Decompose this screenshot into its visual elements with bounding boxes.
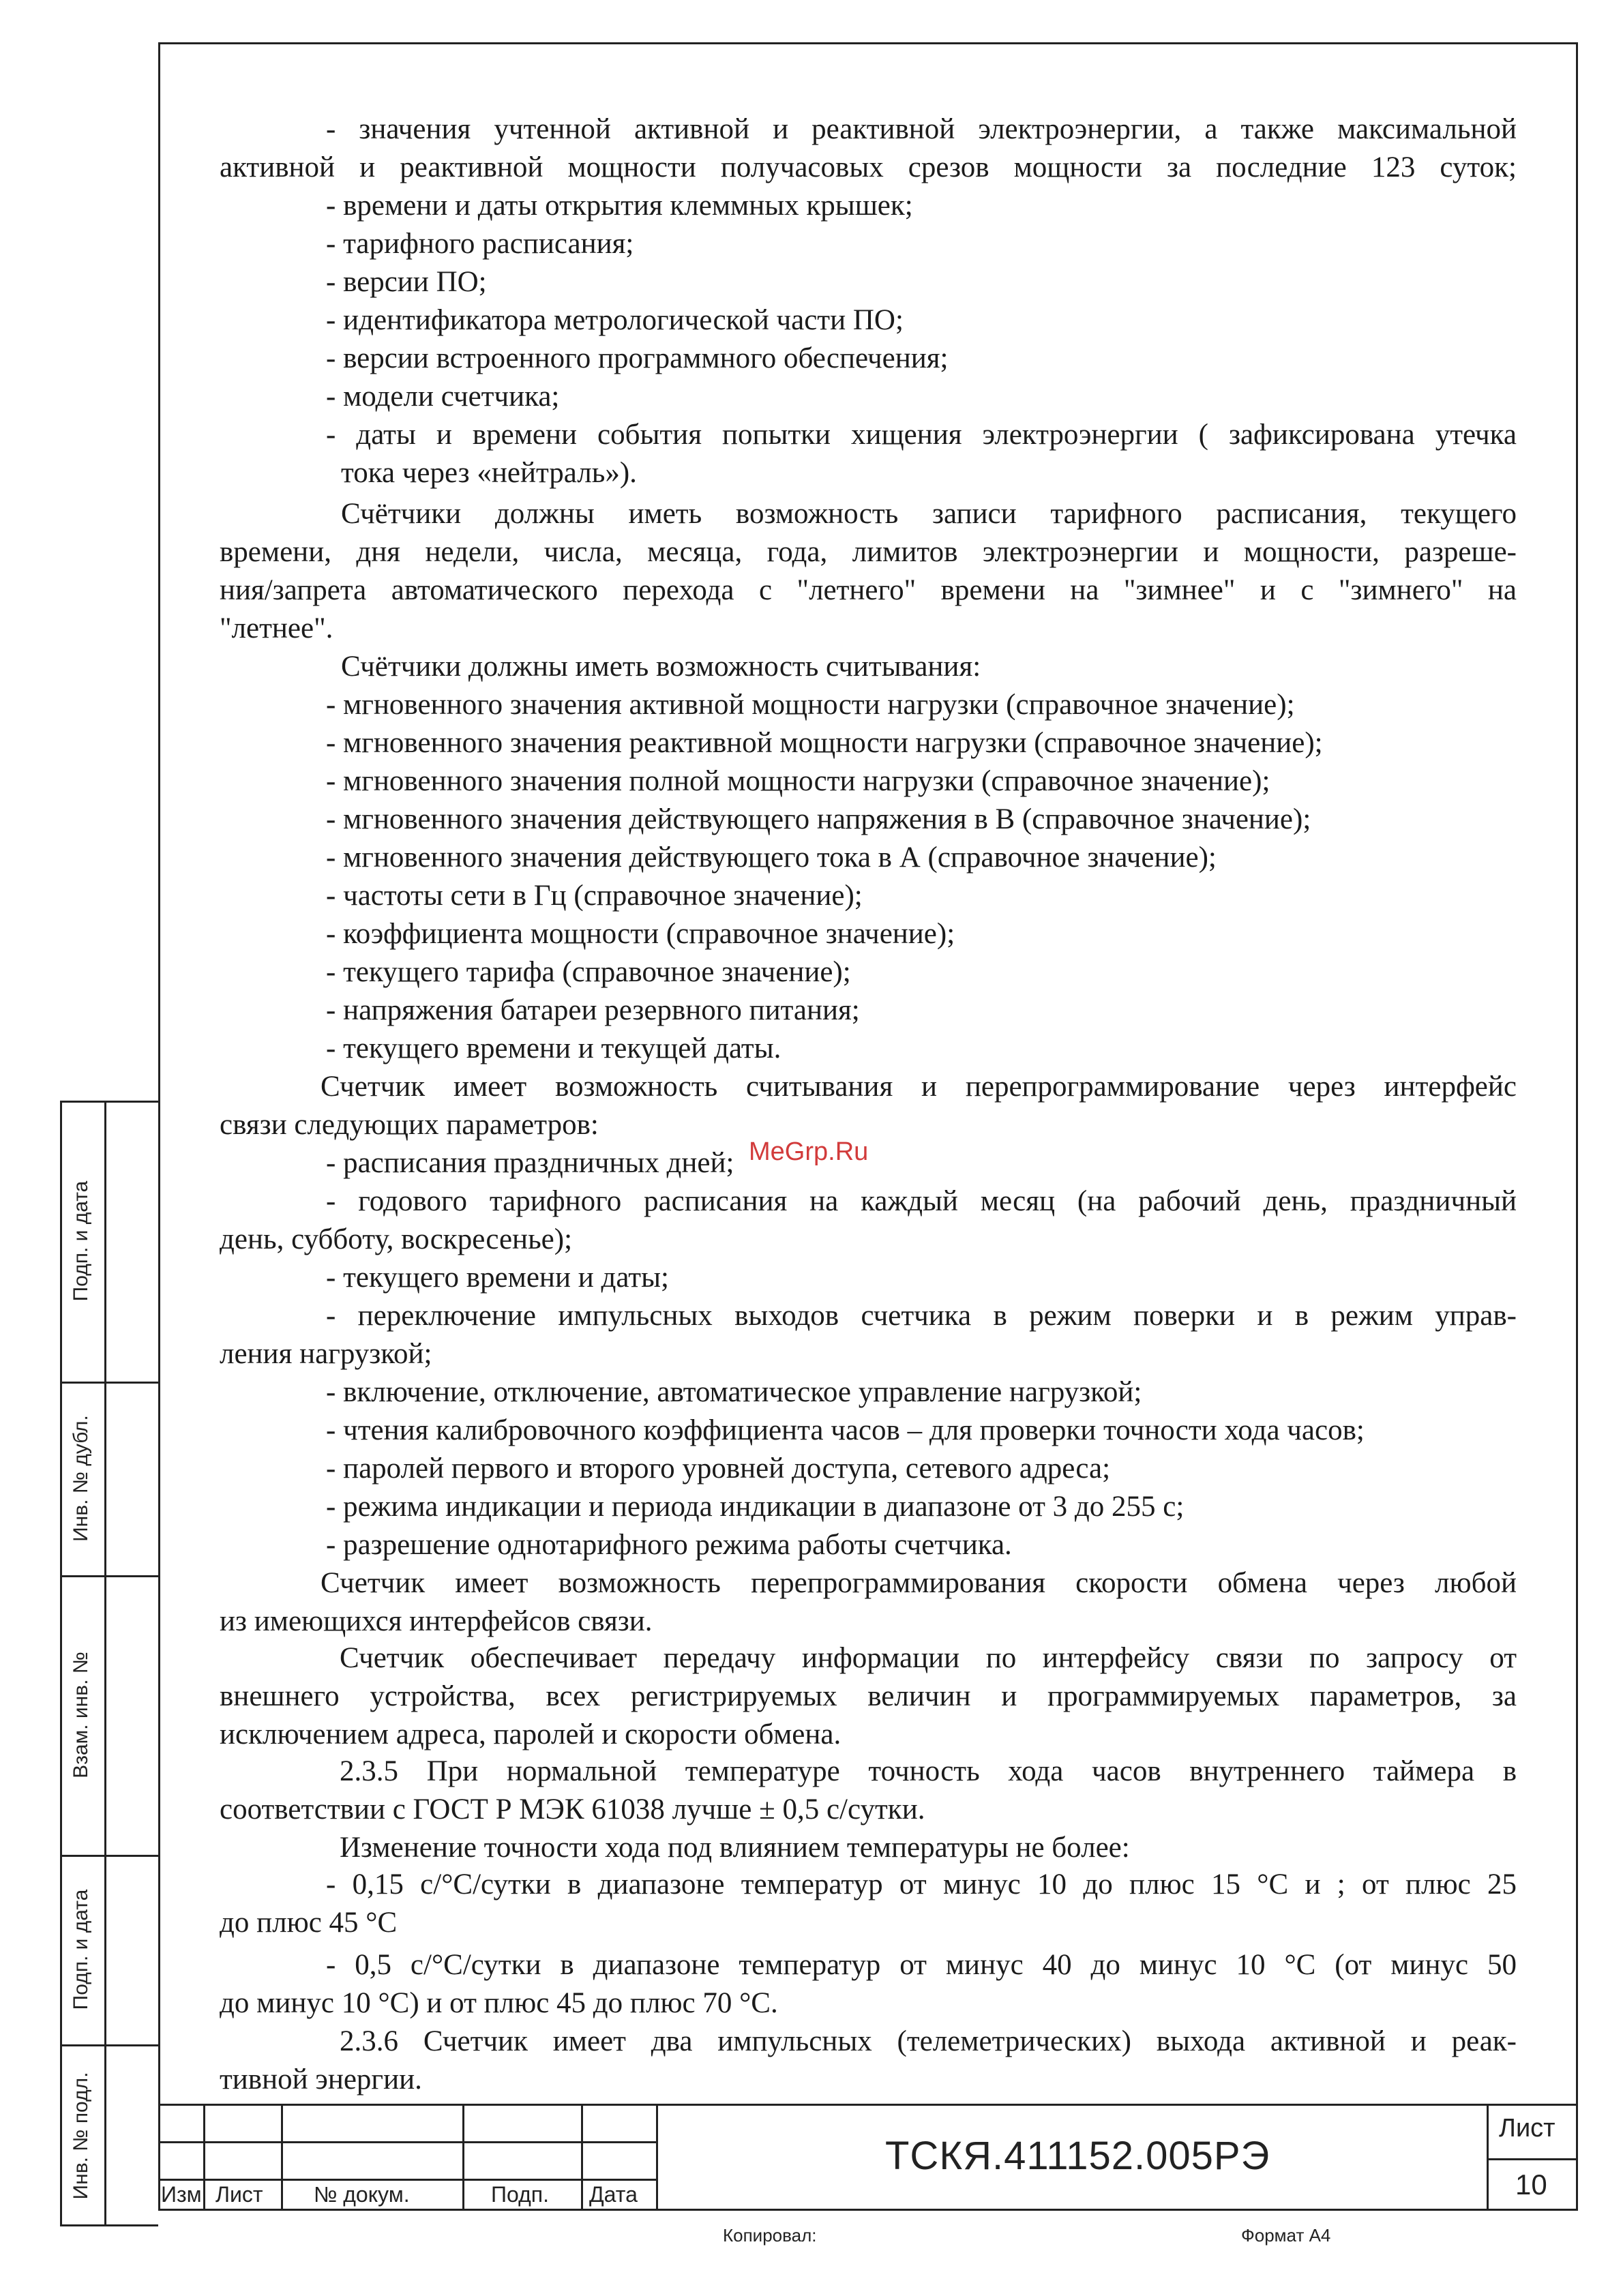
side-label-inv-podl: Инв. № подл. — [70, 2072, 92, 2199]
text-line: активной и реактивной мощности получасовых срезов мощности за последние 123 суток; — [220, 151, 1517, 183]
text-line: связи следующих параметров: — [220, 1109, 599, 1141]
text-line: - даты и времени события попытки хищения электроэнергии ( зафиксирована утечка — [326, 419, 1517, 451]
text-line: - мгновенного значения действующего тока в А (справочное значение); — [326, 841, 1217, 874]
text-line: исключением адреса, паролей и скорости обмена. — [220, 1718, 842, 1750]
text-line: - 0,15 с/°С/сутки в диапазоне температур от минус 10 до плюс 15 °С и ; от плюс 25 — [326, 1868, 1517, 1900]
text-line: 2.3.5 При нормальной температуре точность хода часов внутреннего таймера в — [340, 1755, 1517, 1787]
side-label-podp-data-2: Подп. и дата — [70, 1889, 92, 2010]
format-label: Формат А4 — [1241, 2225, 1331, 2246]
text-line: - режима индикации и периода индикации в диапазоне от 3 до 255 с; — [326, 1491, 1185, 1523]
text-line: - 0,5 с/°С/сутки в диапазоне температур от минус 40 до минус 10 °С (от минус 50 — [326, 1949, 1517, 1981]
watermark: MeGrp.Ru — [749, 1137, 869, 1166]
text-line: Счётчики должны иметь возможность считывания: — [341, 651, 981, 683]
text-line: до минус 10 °С) и от плюс 45 до плюс 70 °С. — [220, 1987, 778, 2019]
text-line: - модели счетчика; — [326, 381, 560, 413]
text-line: - мгновенного значения активной мощности нагрузки (справочное значение); — [326, 689, 1295, 721]
text-line: - переключение импульсных выходов счетчика в режим поверки и в режим управ- — [326, 1300, 1517, 1332]
text-line: "летнее". — [220, 612, 333, 644]
col-izm-label: Изм — [161, 2182, 202, 2207]
text-line: ления нагрузкой; — [220, 1338, 432, 1370]
text-line: Счетчик обеспечивает передачу информации по интерфейсу связи по запросу от — [340, 1642, 1517, 1674]
text-line: - мгновенного значения полной мощности нагрузки (справочное значение); — [326, 765, 1270, 797]
text-line: - паролей первого и второго уровней доступа, сетевого адреса; — [326, 1452, 1111, 1485]
text-line: - коэффициента мощности (справочное значение); — [326, 918, 955, 950]
text-line: - времени и даты открытия клеммных крышек; — [326, 190, 913, 222]
side-label-inv-dubl: Инв. № дубл. — [70, 1415, 92, 1542]
document-code: ТСКЯ.411152.005РЭ — [885, 2134, 1270, 2178]
side-label-podp-data: Подп. и дата — [70, 1180, 92, 1302]
text-line: соответствии с ГОСТ Р МЭК 61038 лучше ± 0,5 с/сутки. — [220, 1793, 925, 1825]
col-dokum-label: № докум. — [314, 2182, 410, 2207]
text-line: до плюс 45 °С — [220, 1907, 398, 1939]
text-line: - идентификатора метрологической части ПО; — [326, 304, 904, 336]
text-line: - годового тарифного расписания на каждый месяц (на рабочий день, праздничный — [326, 1185, 1517, 1217]
text-line: времени, дня недели, числа, месяца, года, лимитов электроэнергии и мощности, разреше- — [220, 536, 1517, 568]
text-line: - расписания праздничных дней; — [326, 1147, 734, 1179]
side-label-vzam-inv: Взам. инв. № — [70, 1652, 92, 1778]
text-line: - текущего времени и даты; — [326, 1262, 669, 1294]
text-line: ния/запрета автоматического перехода с "летнего" времени на "зимнее" и с "зимнего" на — [220, 574, 1517, 606]
sheet-label: Лист — [1499, 2114, 1555, 2143]
text-line: внешнего устройства, всех регистрируемых величин и программируемых параметров, за — [220, 1680, 1517, 1712]
text-line: - включение, отключение, автоматическое управление нагрузкой; — [326, 1376, 1142, 1408]
col-list-label: Лист — [215, 2182, 263, 2207]
text-line: - мгновенного значения реактивной мощности нагрузки (справочное значение); — [326, 727, 1323, 759]
text-line: - частоты сети в Гц (справочное значение); — [326, 880, 863, 912]
text-line: день, субботу, воскресенье); — [220, 1223, 573, 1255]
text-line: из имеющихся интерфейсов связи. — [220, 1605, 653, 1637]
text-line: - мгновенного значения действующего напряжения в В (справочное значение); — [326, 803, 1311, 835]
text-line: - разрешение однотарифного режима работы счетчика. — [326, 1529, 1012, 1561]
text-line: тока через «нейтраль»). — [341, 457, 637, 489]
sheet-number: 10 — [1515, 2168, 1547, 2201]
text-line: - версии ПО; — [326, 266, 487, 298]
text-line: - напряжения батареи резервного питания; — [326, 994, 860, 1026]
text-line: - значения учтенной активной и реактивной электроэнергии, а также максимальной — [326, 113, 1517, 145]
text-line: Изменение точности хода под влиянием температуры не более: — [340, 1832, 1130, 1864]
text-line: - тарифного расписания; — [326, 228, 634, 260]
text-line: Счетчик имеет возможность перепрограммирования скорости обмена через любой — [321, 1567, 1517, 1599]
text-line: - версии встроенного программного обеспечения; — [326, 342, 949, 374]
text-line: - текущего времени и текущей даты. — [326, 1032, 781, 1064]
text-line: тивной энергии. — [220, 2063, 422, 2096]
col-data-label: Дата — [589, 2182, 638, 2207]
col-podp-label: Подп. — [491, 2182, 549, 2207]
text-line: Счётчики должны иметь возможность записи тарифного расписания, текущего — [341, 498, 1517, 530]
text-line: 2.3.6 Счетчик имеет два импульсных (телеметрических) выхода активной и реак- — [340, 2025, 1517, 2057]
text-line: Счетчик имеет возможность считывания и перепрограммирование через интерфейс — [321, 1071, 1517, 1103]
text-line: - чтения калибровочного коэффициента часов – для проверки точности хода часов; — [326, 1414, 1365, 1446]
text-line: - текущего тарифа (справочное значение); — [326, 956, 851, 988]
copied-label: Копировал: — [723, 2225, 817, 2246]
